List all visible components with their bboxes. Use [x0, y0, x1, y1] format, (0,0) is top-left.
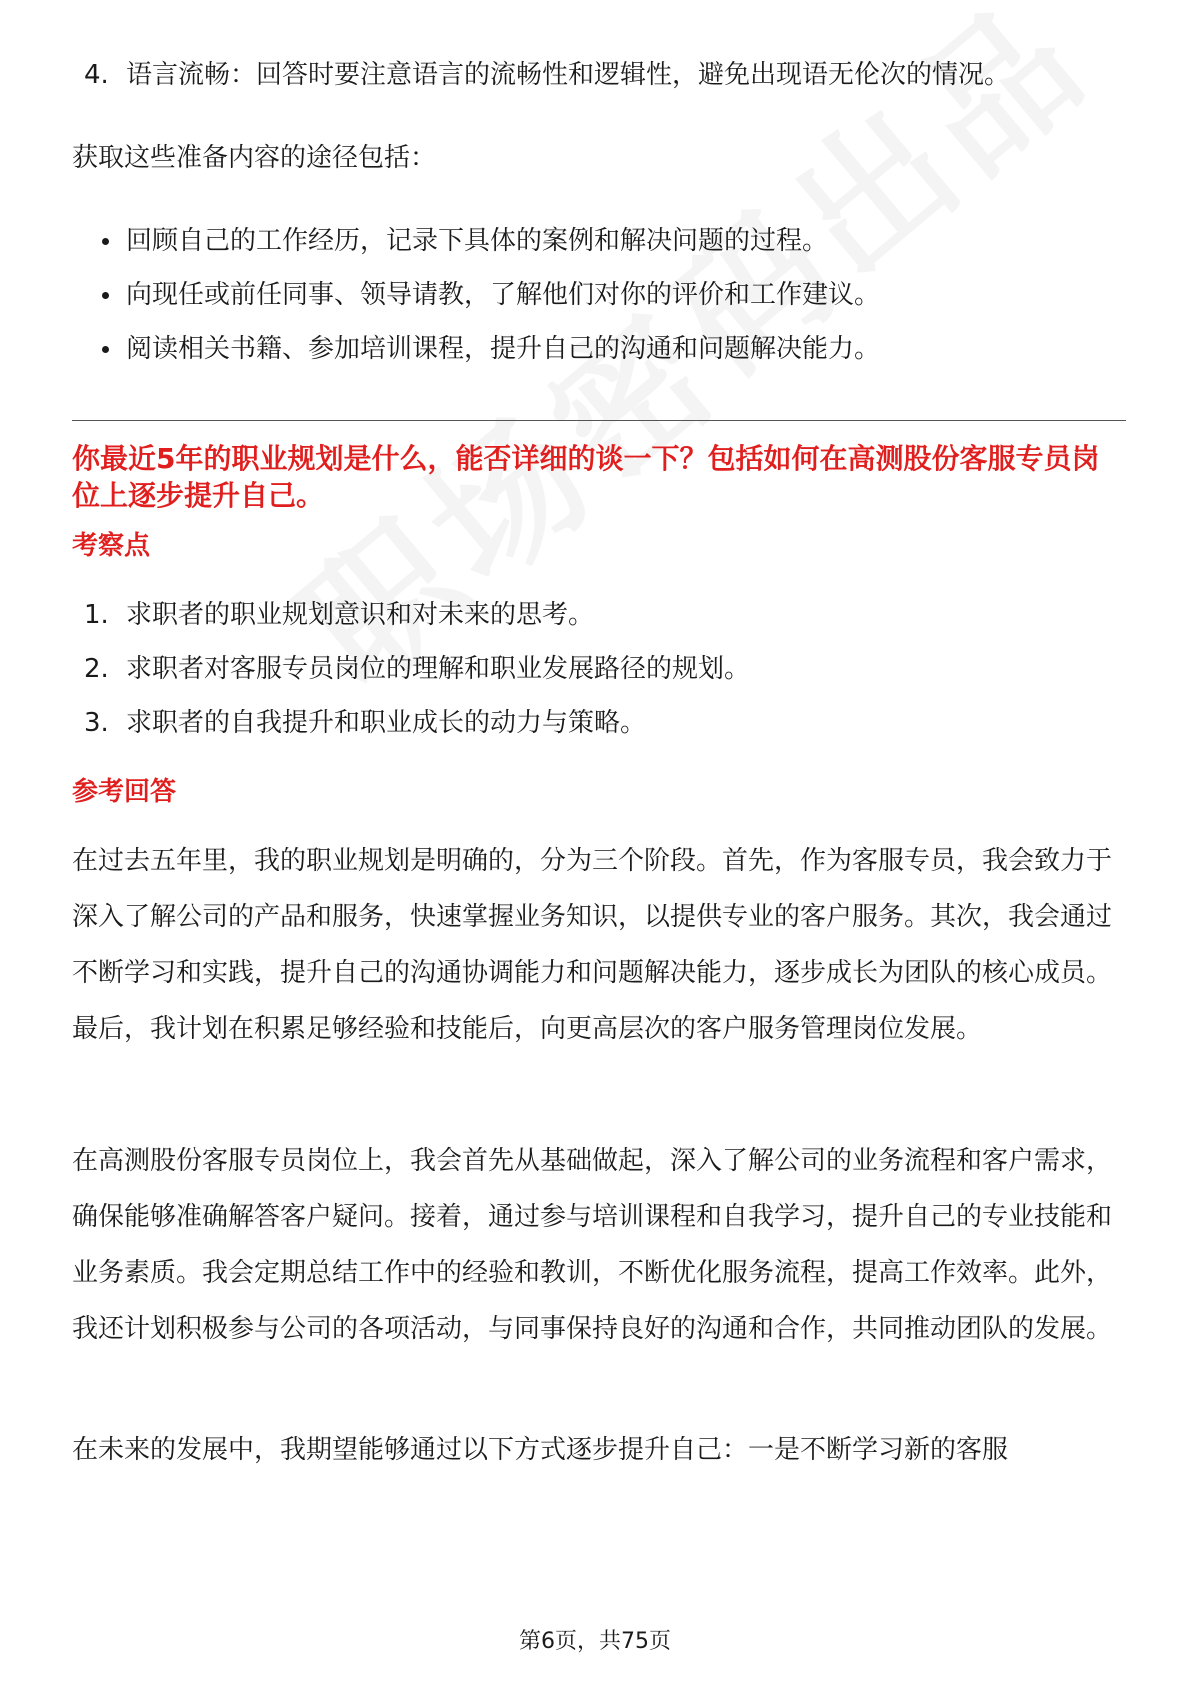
answer-paragraph: 在过去五年里，我的职业规划是明确的，分为三个阶段。首先，作为客服专员，我会致力于深入了解公司的产品和服务，快速掌握业务知识，以提供专业的客户服务。其次，我会通过不断学习和实践，提升自己的沟通协调能力和问题解决能力，逐步成长为团队的核心成员。最后，我计划在积累足够经验和技能后，向更高层次的客户服务管理岗位发展。: [72, 846, 1113, 1044]
list-item-text: 求职者的职业规划意识和对未来的思考。: [126, 600, 595, 630]
assessment-heading: 考察点: [72, 531, 151, 561]
bullet-item: [72, 329, 1122, 369]
bullet-item: [72, 275, 1122, 315]
page-number: 第6页，共75页: [519, 1629, 671, 1654]
bullet-text: 回顾自己的工作经历，记录下具体的案例和解决问题的过程。: [126, 226, 829, 256]
answer-heading: 参考回答: [72, 777, 177, 807]
list-item: [72, 649, 1122, 689]
sources-intro: 获取这些准备内容的途径包括：: [72, 143, 437, 173]
answer-paragraph-1-block: [72, 833, 1122, 1057]
list-item-text: 语言流畅：回答时要注意语言的流畅性和逻辑性，避免出现语无伦次的情况。: [126, 60, 1011, 90]
answer-paragraph-2-block: [72, 1133, 1122, 1357]
answer-paragraph-3-block: [72, 1422, 1122, 1478]
list-item-text: 求职者的自我提升和职业成长的动力与策略。: [126, 708, 647, 738]
section-divider: [72, 420, 1126, 421]
list-number: 2.: [84, 654, 109, 684]
list-item-text: 求职者对客服专员岗位的理解和职业发展路径的规划。: [126, 654, 751, 684]
answer-paragraph: 在未来的发展中，我期望能够通过以下方式逐步提升自己：一是不断学习新的客服: [72, 1435, 1009, 1465]
bullet-dot-icon: [102, 238, 109, 245]
assessment-list: [72, 595, 1122, 743]
list-item: [72, 55, 1122, 95]
bullet-text: 向现任或前任同事、领导请教，了解他们对你的评价和工作建议。: [126, 280, 881, 310]
list-item: [72, 595, 1122, 635]
answer-paragraph: 在高测股份客服专员岗位上，我会首先从基础做起，深入了解公司的业务流程和客户需求，确保能够准确解答客户疑问。接着，通过参与培训课程和自我学习，提升自己的专业技能和业务素质。我会定期总结工作中的经验和教训，不断优化服务流程，提高工作效率。此外，我还计划积极参与公司的各项活动，与同事保持良好的沟通和合作，共同推动团队的发展。: [72, 1146, 1113, 1344]
sources-intro-block: [72, 138, 1122, 178]
list-number: 3.: [84, 708, 109, 738]
sources-list: [72, 221, 1122, 369]
list-number: 1.: [84, 600, 109, 630]
interview-question: 你最近5年的职业规划是什么，能否详细的谈一下？包括如何在高测股份客服专员岗位上逐步提升自己。: [72, 442, 1100, 512]
list-number: 4.: [84, 60, 109, 90]
bullet-dot-icon: [102, 346, 109, 353]
bullet-item: [72, 221, 1122, 261]
list-item: [72, 703, 1122, 743]
bullet-text: 阅读相关书籍、参加培训课程，提升自己的沟通和问题解决能力。: [126, 334, 881, 364]
ordered-list-continued: [72, 55, 1122, 95]
bullet-dot-icon: [102, 292, 109, 299]
